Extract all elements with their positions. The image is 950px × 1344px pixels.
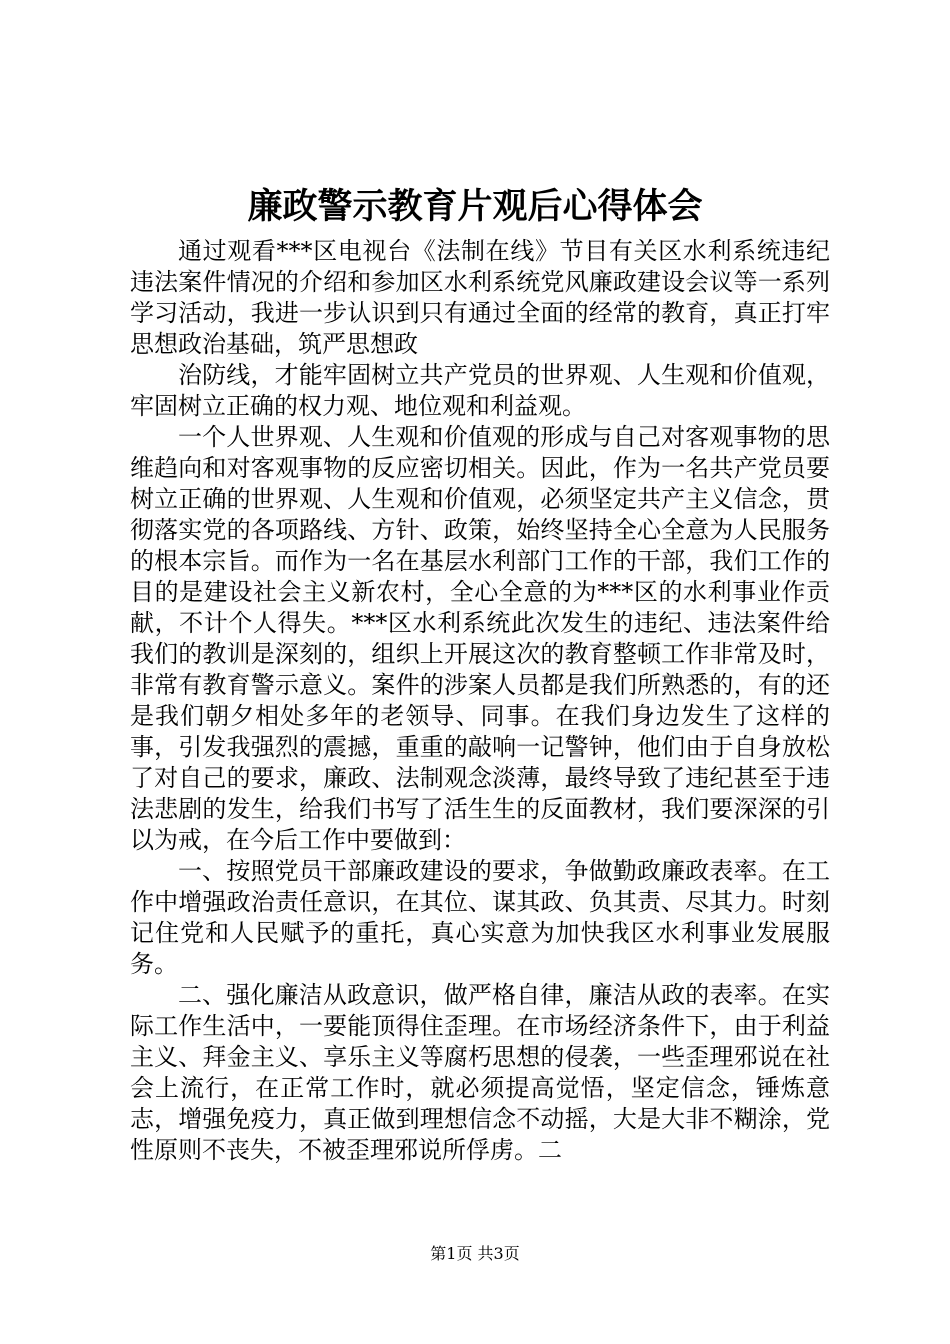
paragraph-intro-continued: 治防线，才能牢固树立共产党员的世界观、人生观和价值观，牢固树立正确的权力观、地位观和利益观。 bbox=[130, 361, 830, 420]
paragraph-point-two: 二、强化廉洁从政意识，做严格自律，廉洁从政的表率。在实际工作生活中，一要能顶得住歪理。在市场经济条件下，由于利益主义、拜金主义、享乐主义等腐朽思想的侵袭，一些歪理邪说在社会上流行，在正常工作时，就必须提高觉悟，坚定信念，锤炼意志，增强免疫力，真正做到理想信念不动摇，大是大非不糊涂，党性原则不丧失，不被歪理邪说所俘虏。二 bbox=[130, 981, 830, 1164]
paragraph-intro: 通过观看***区电视台《法制在线》节目有关区水利系统违纪违法案件情况的介绍和参加区水利系统党风廉政建设会议等一系列学习活动，我进一步认识到只有通过全面的经常的教育，真正打牢思想政治基础，筑严思想政 bbox=[130, 237, 830, 358]
paragraph-point-one: 一、按照党员干部廉政建设的要求，争做勤政廉政表率。在工作中增强政治责任意识，在其位、谋其政、负其责、尽其力。时刻记住党和人民赋予的重托，真心实意为加快我区水利事业发展服务。 bbox=[130, 857, 830, 978]
page-number-footer: 第1页 共3页 bbox=[430, 1244, 520, 1263]
paragraph-worldview: 一个人世界观、人生观和价值观的形成与自己对客观事物的思维趋向和对客观事物的反应密切相关。因此，作为一名共产党员要树立正确的世界观、人生观和价值观，必须坚定共产主义信念，贯彻落实党的各项路线、方针、政策，始终坚持全心全意为人民服务的根本宗旨。而作为一名在基层水利部门工作的干部，我们工作的目的是建设社会主义新农村，全心全意的为***区的水利事业作贡献，不计个人得失。***区水利系统此次发生的违纪、违法案件给我们的教训是深刻的，组织上开展这次的教育整顿工作非常及时，非常有教育警示意义。案件的涉案人员都是我们所熟悉的，有的还是我们朝夕相处多年的老领导、同事。在我们身边发生了这样的事，引发我强烈的震撼，重重的敲响一记警钟，他们由于自身放松了对自己的要求，廉政、法制观念淡薄，最终导致了违纪甚至于违法悲剧的发生，给我们书写了活生生的反面教材，我们要深深的引以为戒，在今后工作中要做到： bbox=[130, 423, 830, 854]
document-body bbox=[130, 236, 830, 1166]
document-title: 廉政警示教育片观后心得体会 bbox=[247, 186, 703, 227]
